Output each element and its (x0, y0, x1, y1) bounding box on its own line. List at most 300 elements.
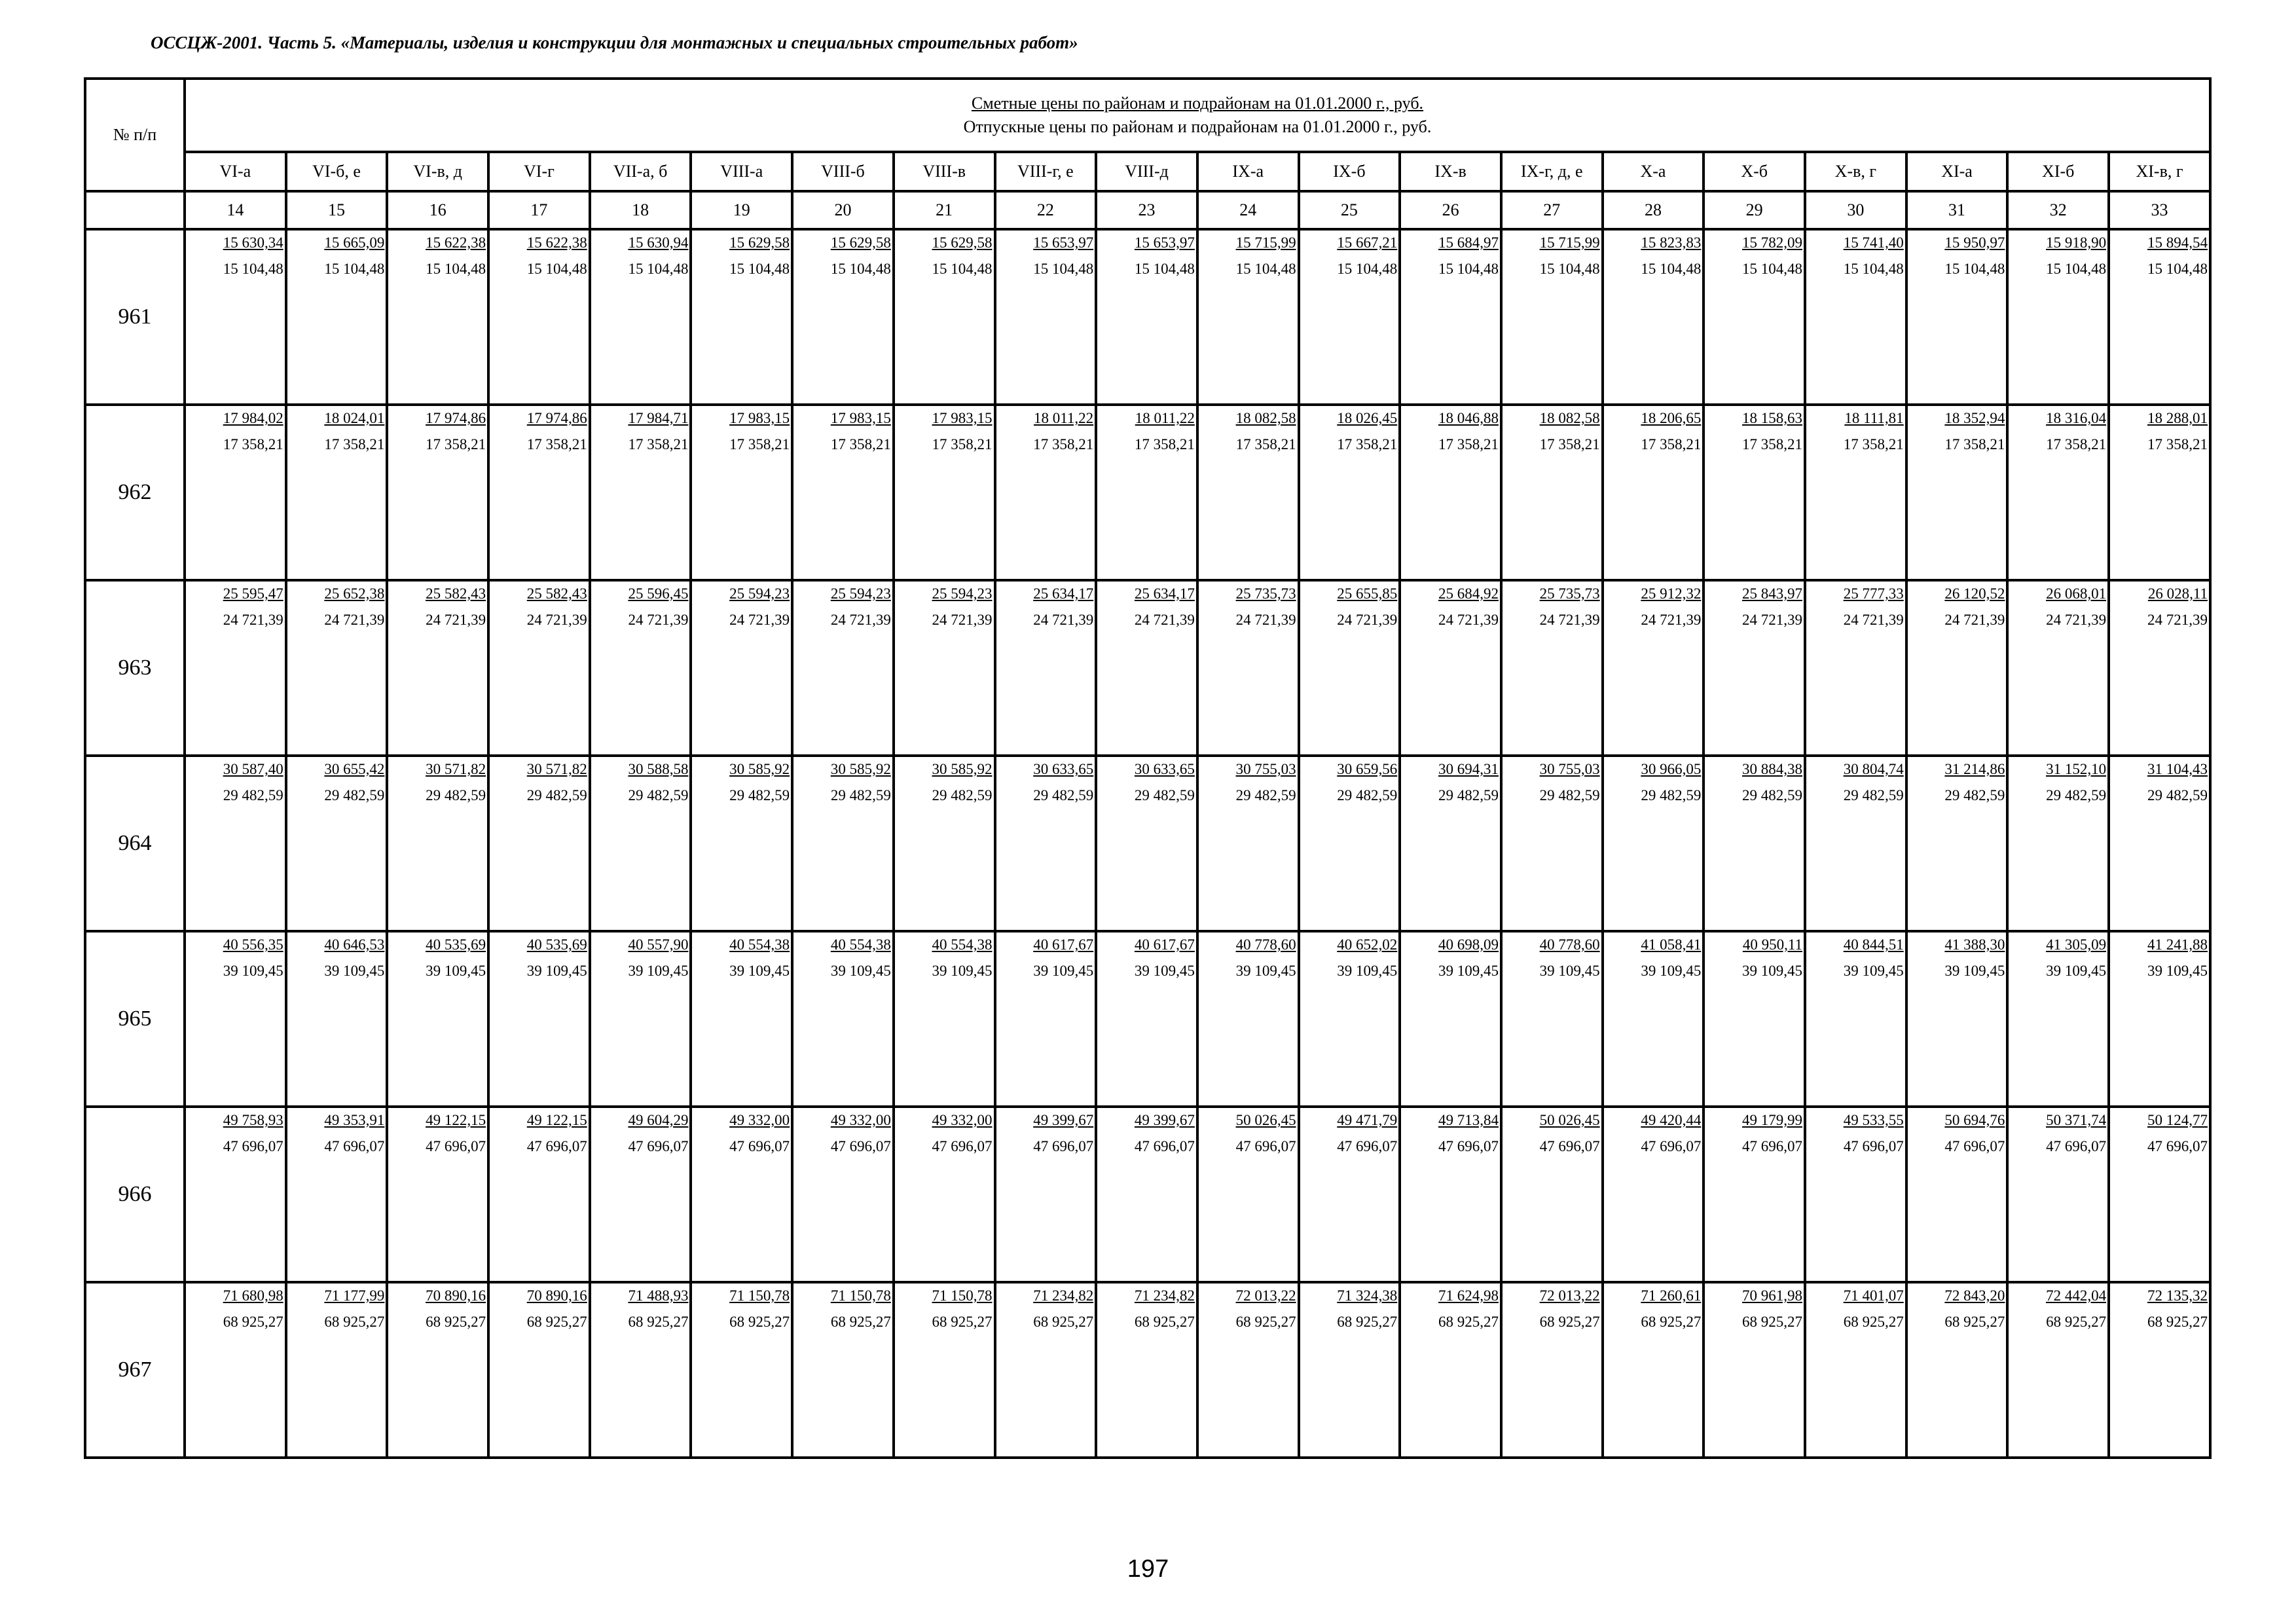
table-row (85, 580, 2210, 756)
release-price: 24 721,39 (2046, 612, 2107, 628)
price-cell (1704, 1107, 1805, 1282)
release-price: 17 358,21 (628, 436, 689, 452)
estimate-price: 72 013,22 (1539, 1287, 1600, 1304)
estimate-price: 15 782,09 (1742, 234, 1802, 251)
price-cell (1805, 405, 1906, 580)
release-price: 47 696,07 (932, 1138, 993, 1154)
price-cell (691, 1282, 792, 1458)
region-header: VIII-г, е (995, 152, 1097, 191)
release-price: 29 482,59 (729, 787, 790, 803)
estimate-price: 72 442,04 (2046, 1287, 2107, 1304)
estimate-price: 25 735,73 (1539, 585, 1600, 602)
estimate-price: 17 974,86 (426, 410, 486, 426)
release-price: 47 696,07 (2046, 1138, 2107, 1154)
region-header: X-а (1603, 152, 1704, 191)
release-price: 29 482,59 (1235, 787, 1296, 803)
estimate-price: 25 596,45 (628, 585, 689, 602)
release-price: 24 721,39 (1134, 612, 1195, 628)
price-cell (286, 405, 388, 580)
estimate-price: 70 890,16 (426, 1287, 486, 1304)
release-price: 17 358,21 (830, 436, 891, 452)
release-price: 29 482,59 (223, 787, 283, 803)
release-price: 15 104,48 (1438, 261, 1499, 277)
price-cell (2109, 1107, 2210, 1282)
release-price: 68 925,27 (628, 1314, 689, 1330)
estimate-price: 15 715,99 (1235, 234, 1296, 251)
release-price: 24 721,39 (1539, 612, 1600, 628)
estimate-price: 25 634,17 (1033, 585, 1094, 602)
price-cell (995, 1107, 1097, 1282)
price-cell (1805, 931, 1906, 1107)
estimate-price: 15 629,58 (932, 234, 993, 251)
estimate-price: 49 332,00 (830, 1112, 891, 1128)
release-price: 47 696,07 (1539, 1138, 1600, 1154)
release-price: 24 721,39 (426, 612, 486, 628)
estimate-price: 25 634,17 (1134, 585, 1195, 602)
price-cell (185, 580, 286, 756)
table-title (185, 79, 2210, 152)
release-price: 29 482,59 (628, 787, 689, 803)
estimate-price: 49 758,93 (223, 1112, 283, 1128)
price-cell (995, 405, 1097, 580)
price-cell (488, 229, 590, 405)
column-number: 24 (1197, 191, 1299, 229)
price-cell (2007, 931, 2109, 1107)
estimate-price: 15 684,97 (1438, 234, 1499, 251)
row-number: 964 (85, 756, 185, 931)
estimate-price: 18 316,04 (2046, 410, 2107, 426)
column-number: 14 (185, 191, 286, 229)
release-price: 47 696,07 (1641, 1138, 1702, 1154)
release-price: 24 721,39 (628, 612, 689, 628)
release-price: 17 358,21 (324, 436, 385, 452)
release-price: 39 109,45 (830, 963, 891, 979)
estimate-price: 71 401,07 (1843, 1287, 1904, 1304)
price-cell (1805, 1107, 1906, 1282)
estimate-price: 30 571,82 (526, 761, 587, 777)
release-price: 39 109,45 (729, 963, 790, 979)
column-number: 19 (691, 191, 792, 229)
estimate-price: 40 556,35 (223, 936, 283, 953)
release-price: 15 104,48 (1033, 261, 1094, 277)
release-price: 47 696,07 (1235, 1138, 1296, 1154)
column-number: 28 (1603, 191, 1704, 229)
price-cell (1197, 931, 1299, 1107)
price-cell (2007, 229, 2109, 405)
release-price: 15 104,48 (2147, 261, 2208, 277)
estimate-price: 15 894,54 (2147, 234, 2208, 251)
release-price: 17 358,21 (1337, 436, 1398, 452)
release-price: 47 696,07 (1843, 1138, 1904, 1154)
price-cell (286, 580, 388, 756)
price-cell (1603, 1282, 1704, 1458)
release-price: 68 925,27 (426, 1314, 486, 1330)
price-cell (691, 931, 792, 1107)
estimate-price: 30 804,74 (1843, 761, 1904, 777)
price-cell (1400, 580, 1501, 756)
release-price: 15 104,48 (1641, 261, 1702, 277)
estimate-price: 30 966,05 (1641, 761, 1702, 777)
release-price: 47 696,07 (628, 1138, 689, 1154)
column-number-row (85, 191, 2210, 229)
release-price: 24 721,39 (830, 612, 891, 628)
estimate-price: 40 535,69 (526, 936, 587, 953)
price-cell (387, 1107, 488, 1282)
release-price: 15 104,48 (830, 261, 891, 277)
estimate-price: 40 778,60 (1539, 936, 1600, 953)
price-cell (1704, 931, 1805, 1107)
release-price: 29 482,59 (1438, 787, 1499, 803)
estimate-price: 18 026,45 (1337, 410, 1398, 426)
estimate-price: 49 332,00 (932, 1112, 993, 1128)
release-price: 29 482,59 (324, 787, 385, 803)
release-price: 39 109,45 (1641, 963, 1702, 979)
price-cell (2007, 756, 2109, 931)
estimate-price: 15 653,97 (1033, 234, 1094, 251)
price-cell (792, 580, 894, 756)
release-price: 68 925,27 (2147, 1314, 2208, 1330)
price-cell (1400, 229, 1501, 405)
release-price: 47 696,07 (1742, 1138, 1802, 1154)
release-price: 68 925,27 (2046, 1314, 2107, 1330)
price-cell (894, 756, 995, 931)
release-price: 39 109,45 (1539, 963, 1600, 979)
release-price: 17 358,21 (1742, 436, 1802, 452)
estimate-price: 71 624,98 (1438, 1287, 1499, 1304)
release-price: 68 925,27 (223, 1314, 283, 1330)
release-price: 24 721,39 (729, 612, 790, 628)
release-price: 29 482,59 (1337, 787, 1398, 803)
price-cell (792, 1107, 894, 1282)
price-cell (185, 1107, 286, 1282)
price-cell (1906, 1282, 2008, 1458)
price-cell (1704, 1282, 1805, 1458)
column-number: 25 (1299, 191, 1400, 229)
price-cell (286, 1107, 388, 1282)
number-column-header: № п/п (85, 79, 185, 191)
price-cell (1299, 1282, 1400, 1458)
estimate-price: 40 554,38 (729, 936, 790, 953)
release-price: 68 925,27 (1235, 1314, 1296, 1330)
region-header: VIII-б (792, 152, 894, 191)
price-cell (1299, 229, 1400, 405)
release-price: 39 109,45 (526, 963, 587, 979)
price-cell (185, 756, 286, 931)
price-cell (1299, 931, 1400, 1107)
row-number: 961 (85, 229, 185, 405)
release-price: 47 696,07 (324, 1138, 385, 1154)
estimate-price: 30 659,56 (1337, 761, 1398, 777)
price-cell (1096, 405, 1197, 580)
estimate-price: 49 353,91 (324, 1112, 385, 1128)
release-price: 17 358,21 (2147, 436, 2208, 452)
price-cell (2007, 1282, 2109, 1458)
release-price: 68 925,27 (1438, 1314, 1499, 1330)
estimate-price: 49 420,44 (1641, 1112, 1702, 1128)
price-cell (1501, 229, 1603, 405)
price-cell (2109, 756, 2210, 931)
region-header: XI-в, г (2109, 152, 2210, 191)
price-cell (1096, 580, 1197, 756)
column-number: 33 (2109, 191, 2210, 229)
estimate-price: 40 554,38 (830, 936, 891, 953)
price-cell (2109, 229, 2210, 405)
price-cell (1704, 580, 1805, 756)
price-cell (995, 1282, 1097, 1458)
estimate-prices-title: Сметные цены по районам и подрайонам на 01.01.2000 г., руб. (971, 94, 1424, 113)
table-row (85, 1282, 2210, 1458)
price-cell (894, 1107, 995, 1282)
region-header: VIII-а (691, 152, 792, 191)
release-price: 15 104,48 (526, 261, 587, 277)
estimate-price: 17 983,15 (932, 410, 993, 426)
release-price: 17 358,21 (1134, 436, 1195, 452)
estimate-price: 30 633,65 (1033, 761, 1094, 777)
release-price: 17 358,21 (526, 436, 587, 452)
estimate-price: 30 571,82 (426, 761, 486, 777)
estimate-price: 40 778,60 (1235, 936, 1296, 953)
price-cell (995, 229, 1097, 405)
column-number: 32 (2007, 191, 2109, 229)
price-cell (1906, 229, 2008, 405)
release-price: 17 358,21 (1438, 436, 1499, 452)
estimate-price: 41 241,88 (2147, 936, 2208, 953)
column-number-blank (85, 191, 185, 229)
release-price: 24 721,39 (223, 612, 283, 628)
estimate-price: 40 617,67 (1033, 936, 1094, 953)
price-cell (1704, 756, 1805, 931)
price-cell (2109, 580, 2210, 756)
release-price: 68 925,27 (729, 1314, 790, 1330)
column-number: 17 (488, 191, 590, 229)
region-header: VI-а (185, 152, 286, 191)
table-row (85, 931, 2210, 1107)
table-title-row (85, 79, 2210, 152)
estimate-price: 49 122,15 (526, 1112, 587, 1128)
price-cell (1299, 405, 1400, 580)
price-cell (894, 580, 995, 756)
estimate-price: 30 884,38 (1742, 761, 1802, 777)
column-number: 16 (387, 191, 488, 229)
price-cell (792, 1282, 894, 1458)
estimate-price: 31 104,43 (2147, 761, 2208, 777)
price-table (84, 77, 2212, 1459)
price-cell (1805, 229, 1906, 405)
release-price: 24 721,39 (2147, 612, 2208, 628)
estimate-price: 15 629,58 (729, 234, 790, 251)
estimate-price: 71 324,38 (1337, 1287, 1398, 1304)
column-number: 26 (1400, 191, 1501, 229)
release-price: 15 104,48 (1337, 261, 1398, 277)
estimate-price: 18 158,63 (1742, 410, 1802, 426)
region-header: IX-г, д, е (1501, 152, 1603, 191)
price-cell (590, 405, 691, 580)
price-cell (2007, 1107, 2109, 1282)
estimate-price: 30 585,92 (729, 761, 790, 777)
estimate-price: 25 594,23 (932, 585, 993, 602)
estimate-price: 15 950,97 (1944, 234, 2005, 251)
price-cell (1906, 405, 2008, 580)
table-body (85, 229, 2210, 1458)
price-cell (1906, 756, 2008, 931)
release-price: 39 109,45 (223, 963, 283, 979)
row-number: 965 (85, 931, 185, 1107)
estimate-price: 49 122,15 (426, 1112, 486, 1128)
estimate-price: 15 665,09 (324, 234, 385, 251)
region-header-row (85, 152, 2210, 191)
estimate-price: 71 680,98 (223, 1287, 283, 1304)
estimate-price: 41 305,09 (2046, 936, 2107, 953)
release-price: 15 104,48 (729, 261, 790, 277)
release-price: 47 696,07 (729, 1138, 790, 1154)
estimate-price: 40 652,02 (1337, 936, 1398, 953)
price-cell (387, 756, 488, 931)
estimate-price: 49 179,99 (1742, 1112, 1802, 1128)
estimate-price: 15 918,90 (2046, 234, 2107, 251)
row-number: 966 (85, 1107, 185, 1282)
estimate-price: 17 984,02 (223, 410, 283, 426)
release-price: 39 109,45 (1843, 963, 1904, 979)
price-cell (1197, 229, 1299, 405)
price-cell (488, 756, 590, 931)
price-cell (1299, 1107, 1400, 1282)
price-cell (1299, 580, 1400, 756)
release-price: 68 925,27 (324, 1314, 385, 1330)
price-cell (1400, 1107, 1501, 1282)
estimate-price: 15 630,34 (223, 234, 283, 251)
price-cell (1400, 931, 1501, 1107)
region-header: IX-б (1299, 152, 1400, 191)
price-cell (792, 405, 894, 580)
price-cell (894, 931, 995, 1107)
price-cell (387, 1282, 488, 1458)
price-cell (185, 1282, 286, 1458)
release-price: 15 104,48 (1134, 261, 1195, 277)
estimate-price: 72 135,32 (2147, 1287, 2208, 1304)
release-price: 24 721,39 (526, 612, 587, 628)
estimate-price: 71 488,93 (628, 1287, 689, 1304)
release-price: 17 358,21 (1539, 436, 1600, 452)
price-cell (387, 580, 488, 756)
region-header: IX-в (1400, 152, 1501, 191)
release-price: 17 358,21 (2046, 436, 2107, 452)
estimate-price: 31 214,86 (1944, 761, 2005, 777)
estimate-price: 18 082,58 (1235, 410, 1296, 426)
column-number: 29 (1704, 191, 1805, 229)
price-cell (1501, 756, 1603, 931)
price-cell (185, 405, 286, 580)
estimate-price: 15 667,21 (1337, 234, 1398, 251)
release-price: 24 721,39 (1337, 612, 1398, 628)
price-cell (1096, 756, 1197, 931)
release-price: 47 696,07 (1438, 1138, 1499, 1154)
estimate-price: 25 582,43 (426, 585, 486, 602)
release-price: 29 482,59 (2046, 787, 2107, 803)
release-price: 24 721,39 (324, 612, 385, 628)
estimate-price: 71 260,61 (1641, 1287, 1702, 1304)
release-price: 15 104,48 (324, 261, 385, 277)
estimate-price: 18 206,65 (1641, 410, 1702, 426)
estimate-price: 71 177,99 (324, 1287, 385, 1304)
release-price: 39 109,45 (1438, 963, 1499, 979)
estimate-price: 25 684,92 (1438, 585, 1499, 602)
price-cell (1906, 931, 2008, 1107)
estimate-price: 40 557,90 (628, 936, 689, 953)
row-number: 963 (85, 580, 185, 756)
price-cell (1400, 756, 1501, 931)
release-price: 17 358,21 (932, 436, 993, 452)
release-price: 15 104,48 (1742, 261, 1802, 277)
region-header: VIII-д (1096, 152, 1197, 191)
release-price: 29 482,59 (526, 787, 587, 803)
estimate-price: 15 653,97 (1134, 234, 1195, 251)
estimate-price: 17 983,15 (830, 410, 891, 426)
price-cell (387, 229, 488, 405)
price-cell (1603, 405, 1704, 580)
price-cell (1400, 1282, 1501, 1458)
price-cell (488, 405, 590, 580)
column-number: 15 (286, 191, 388, 229)
estimate-price: 15 823,83 (1641, 234, 1702, 251)
estimate-price: 40 535,69 (426, 936, 486, 953)
price-cell (1805, 756, 1906, 931)
release-price: 39 109,45 (1742, 963, 1802, 979)
release-price: 39 109,45 (932, 963, 993, 979)
estimate-price: 30 585,92 (932, 761, 993, 777)
price-cell (286, 229, 388, 405)
estimate-price: 49 399,67 (1134, 1112, 1195, 1128)
price-cell (488, 1107, 590, 1282)
release-price: 17 358,21 (1033, 436, 1094, 452)
document-header: ОССЦЖ-2001. Часть 5. «Материалы, изделия и конструкции для монтажных и специальных строительных работ» (151, 33, 1078, 52)
release-price: 17 358,21 (729, 436, 790, 452)
price-cell (1603, 756, 1704, 931)
release-price: 24 721,39 (1641, 612, 1702, 628)
estimate-price: 49 332,00 (729, 1112, 790, 1128)
price-cell (1197, 580, 1299, 756)
release-price: 24 721,39 (1742, 612, 1802, 628)
price-cell (590, 1282, 691, 1458)
price-cell (792, 931, 894, 1107)
column-number: 22 (995, 191, 1097, 229)
release-price: 29 482,59 (1944, 787, 2005, 803)
page-number: 197 (1127, 1555, 1169, 1583)
price-cell (1704, 405, 1805, 580)
price-cell (1096, 931, 1197, 1107)
price-cell (590, 580, 691, 756)
estimate-price: 25 595,47 (223, 585, 283, 602)
price-cell (995, 931, 1097, 1107)
release-price: 29 482,59 (830, 787, 891, 803)
price-cell (1501, 931, 1603, 1107)
estimate-price: 17 974,86 (526, 410, 587, 426)
price-cell (2007, 580, 2109, 756)
release-price: 68 925,27 (526, 1314, 587, 1330)
release-price: 15 104,48 (1944, 261, 2005, 277)
release-price: 15 104,48 (628, 261, 689, 277)
column-number: 23 (1096, 191, 1197, 229)
price-cell (2109, 1282, 2210, 1458)
estimate-price: 18 011,22 (1034, 410, 1094, 426)
estimate-price: 41 388,30 (1944, 936, 2005, 953)
table-row (85, 405, 2210, 580)
region-header: XI-б (2007, 152, 2109, 191)
estimate-price: 40 698,09 (1438, 936, 1499, 953)
release-price: 68 925,27 (1539, 1314, 1600, 1330)
release-price: 39 109,45 (1944, 963, 2005, 979)
estimate-price: 26 120,52 (1944, 585, 2005, 602)
estimate-price: 26 028,11 (2147, 585, 2208, 602)
